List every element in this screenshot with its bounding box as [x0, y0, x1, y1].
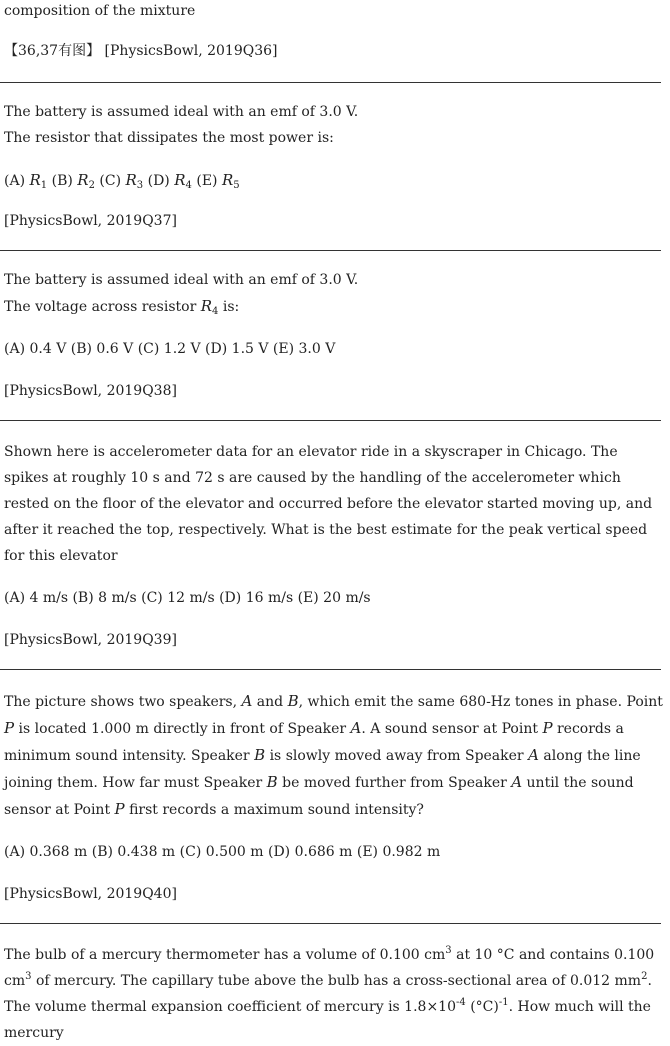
q39-source: [PhysicsBowl, 2019Q39]	[4, 632, 177, 648]
figure-note: 【36,37有图】	[4, 43, 101, 59]
q39-choices: (A) 4 m/s (B) 8 m/s (C) 12 m/s (D) 16 m/s (E) 20 m/s	[4, 590, 371, 606]
q36-source	[4, 38, 666, 64]
q38-line1: The battery is assumed ideal with an emf of 3.0 V.	[4, 272, 359, 288]
q37-line2: The resistor that dissipates the most power is:	[4, 130, 334, 146]
source-tag: [PhysicsBowl, 2019Q36]	[104, 43, 278, 59]
q39-text: Shown here is accelerometer data for an elevator ride in a skyscraper in Chicago. The spikes at roughly 10 s and 72 s are caused by the handling of the accelerometer which rested on the floor of the elevator and occurred before the elevator started moving up, and after it reached the top, respectively. What is the best estimate for the peak vertical speed for this elevator	[4, 444, 653, 564]
intro-tail-text: composition of the mixture	[4, 3, 196, 19]
q38-source: [PhysicsBowl, 2019Q38]	[4, 383, 177, 399]
q37-source: [PhysicsBowl, 2019Q37]	[4, 213, 177, 229]
q38-choices: (A) 0.4 V (B) 0.6 V (C) 1.2 V (D) 1.5 V (E) 3.0 V	[4, 341, 336, 357]
q40-source: [PhysicsBowl, 2019Q40]	[4, 886, 177, 902]
q41-text: The bulb of a mercury thermometer has a volume of 0.100 $cm^3$ at 10 °C and contains 0.100 $cm^3$ of mercury. The capillary tube above the bulb has a cross-sectional area of 0.012 $mm^2$. The volume thermal expansion coefficient of mercury is $1.8\times 10^{-4}$ $(^\circ C)^{-1}$. How much will the mercury	[4, 945, 655, 1041]
q40-text: The picture shows two speakers, A and B, which emit the same 680-Hz tones in phase. Point P is located 1.000 m directly in front of Speaker A. A sound sensor at Point P records a minimum sound intensity. Speaker B is slowly moved away from Speaker A along the line joining them. How far must Speaker B be moved further from Speaker A until the sound sensor at Point P first records a maximum sound intensity?	[4, 692, 663, 818]
q38-line2: The voltage across resistor $R_4$ is:	[4, 297, 240, 317]
q37-choices: (A) $R_1$ (B) $R_2$ (C) $R_3$ (D) $R_4$ (E) $R_5$	[4, 171, 240, 191]
q40-choices: (A) 0.368 m (B) 0.438 m (C) 0.500 m (D) 0.686 m (E) 0.982 m	[4, 844, 441, 860]
q37-line1: The battery is assumed ideal with an emf of 3.0 V.	[4, 104, 359, 120]
